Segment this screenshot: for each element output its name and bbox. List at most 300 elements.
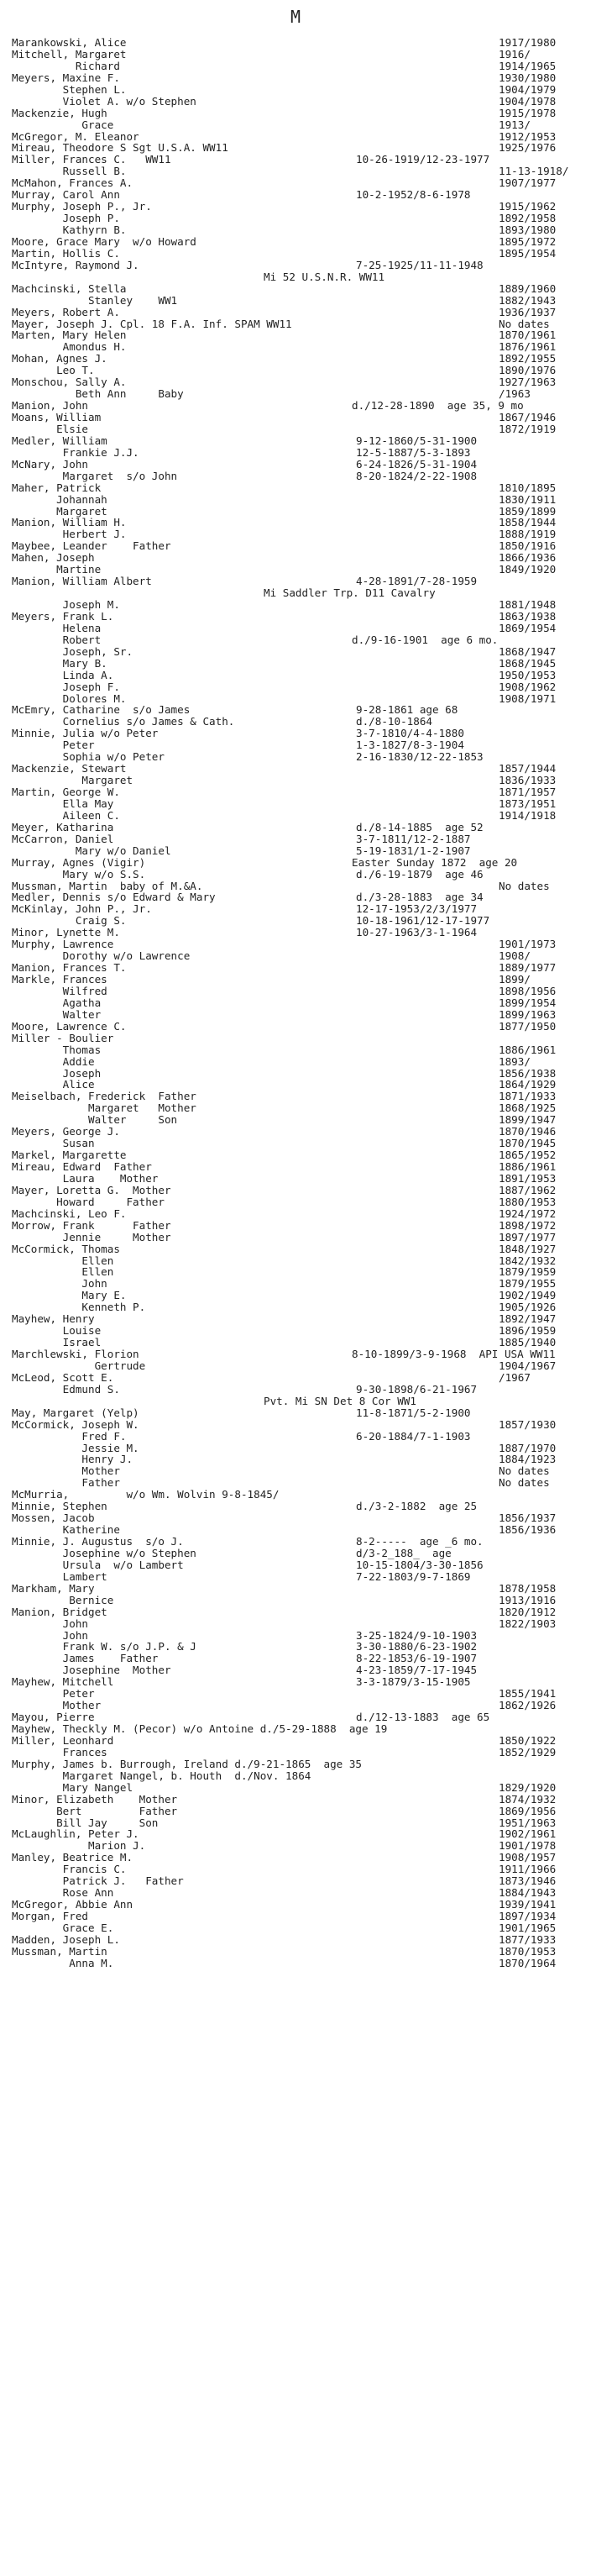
record-dates: 1882/1943	[499, 293, 557, 307]
record-dates: 1880/1953	[499, 1195, 557, 1208]
record-row	[12, 1852, 583, 1864]
record-dates: d./12-28-1890 age 35, 9 mo	[352, 399, 524, 413]
record-name: Mary E.	[12, 1289, 127, 1302]
record-row	[12, 295, 583, 307]
record-dates: 8-2----- age _6 mo.	[356, 1535, 484, 1548]
record-dates: 1879/1955	[499, 1277, 557, 1291]
record-row	[12, 1477, 583, 1489]
record-row	[12, 1255, 583, 1267]
record-name: James Father	[12, 1652, 159, 1665]
record-row	[12, 670, 583, 681]
record-name: Mohan, Agnes J.	[12, 352, 107, 365]
record-row	[12, 201, 583, 213]
record-row	[12, 658, 583, 670]
record-dates: 4-23-1859/7-17-1945	[356, 1664, 478, 1677]
record-name: Russell B.	[12, 165, 127, 178]
record-dates: 1888/1919	[499, 528, 557, 541]
record-row	[12, 1723, 583, 1735]
record-dates: 1939/1941	[499, 1898, 557, 1911]
record-row	[12, 96, 583, 108]
record-row	[12, 693, 583, 705]
record-name: Medler, Dennis s/o Edward & Mary	[12, 891, 216, 904]
record-name: Maher, Patrick	[12, 481, 102, 494]
record-name: McLaughlin, Peter J.	[12, 1827, 139, 1841]
record-dates: 1902/1949	[499, 1289, 557, 1302]
record-dates: 10-18-1961/12-17-1977	[356, 914, 490, 928]
record-row	[12, 224, 583, 236]
record-row	[12, 1149, 583, 1161]
record-row	[12, 1185, 583, 1196]
record-row	[12, 798, 583, 810]
record-name: Kenneth P.	[12, 1301, 146, 1314]
record-name: Elsie	[12, 422, 88, 435]
record-dates: 7-22-1803/9-7-1869	[356, 1569, 471, 1583]
record-dates: 1870/1946	[499, 1125, 557, 1138]
record-dates: d./8-10-1864	[356, 715, 432, 728]
record-dates: 1899/1947	[499, 1113, 557, 1127]
record-name: Joseph F.	[12, 680, 120, 693]
record-name: Markel, Margarette	[12, 1149, 127, 1162]
record-name: Mireau, Edward Father	[12, 1160, 152, 1173]
record-name: Moore, Lawrence C.	[12, 1019, 127, 1033]
record-row	[12, 329, 583, 341]
record-dates: 1899/	[499, 973, 531, 986]
record-name: Leo T.	[12, 364, 95, 377]
record-row	[12, 1021, 583, 1033]
record-name: Walter	[12, 1007, 102, 1021]
record-name: Frank W. s/o J.P. & J	[12, 1640, 196, 1653]
record-name: Joseph P.	[12, 212, 120, 225]
record-dates: d./9-16-1901 age 6 mo.	[352, 633, 499, 646]
record-name: Bill Jay Son	[12, 1816, 159, 1829]
record-row	[12, 681, 583, 693]
record-dates: 1871/1933	[499, 1090, 557, 1103]
record-row	[12, 822, 583, 833]
record-dates: 1859/1899	[499, 504, 557, 518]
record-dates: 1895/1954	[499, 246, 557, 260]
record-row	[12, 482, 583, 494]
record-name: Josephine Mother	[12, 1664, 171, 1677]
record-name: McLeod, Scott E.	[12, 1370, 114, 1384]
record-row	[12, 1875, 583, 1887]
record-row	[12, 974, 583, 986]
record-name: Marten, Mary Helen	[12, 329, 127, 342]
record-row	[12, 1735, 583, 1747]
record-name: Stanley WW1	[12, 293, 178, 307]
record-dates: 1901/1973	[499, 938, 557, 951]
record-row	[12, 1782, 583, 1794]
record-dates: No dates	[499, 317, 550, 330]
record-dates: /1963	[499, 387, 531, 401]
record-row	[12, 1559, 583, 1571]
record-dates: 1884/1923	[499, 1453, 557, 1466]
record-dates: 1901/1978	[499, 1839, 557, 1853]
record-dates: 1856/1936	[499, 1523, 557, 1537]
record-dates: 1908/1962	[499, 680, 557, 693]
record-row	[12, 154, 583, 166]
record-dates: 1810/1895	[499, 481, 557, 494]
record-row	[12, 1840, 583, 1852]
record-row	[12, 412, 583, 423]
record-name: Machcinski, Leo F.	[12, 1207, 127, 1220]
record-name: Fred F.	[12, 1429, 127, 1443]
record-name: Moans, William	[12, 411, 102, 423]
record-name: Mussman, Martin	[12, 1944, 107, 1958]
record-dates: 1829/1920	[499, 1780, 557, 1794]
record-row	[12, 540, 583, 552]
record-row	[12, 1958, 583, 1969]
record-row	[12, 1828, 583, 1840]
record-dates: 1892/1955	[499, 352, 557, 365]
record-dates: d./8-14-1885 age 52	[356, 820, 484, 833]
record-name: Ella May	[12, 796, 114, 810]
record-row	[12, 1770, 583, 1782]
record-dates: 11-8-1871/5-2-1900	[356, 1406, 471, 1419]
record-row	[12, 775, 583, 786]
record-name: McCormick, Joseph W.	[12, 1417, 139, 1431]
record-row	[12, 1325, 583, 1337]
record-row	[12, 903, 583, 915]
record-dates: 2-16-1830/12-22-1853	[356, 750, 484, 764]
record-dates: 1881/1948	[499, 598, 557, 611]
record-name: Mary B.	[12, 656, 107, 670]
record-row	[12, 881, 583, 892]
record-name: Violet A. w/o Stephen	[12, 94, 196, 108]
record-row	[12, 1911, 583, 1922]
record-row	[12, 611, 583, 623]
record-row	[12, 1056, 583, 1068]
record-name: Ursula w/o Lambert	[12, 1558, 184, 1571]
record-row	[12, 962, 583, 974]
record-name: Manion, Frances T.	[12, 961, 127, 975]
record-name: Margaret s/o John	[12, 469, 178, 482]
record-dates: 1836/1933	[499, 774, 557, 787]
record-row	[12, 131, 583, 143]
record-dates: 1891/1953	[499, 1171, 557, 1185]
record-dates: 8-20-1824/2-22-1908	[356, 469, 478, 482]
record-dates: No dates	[499, 1476, 550, 1490]
record-name: Morgan, Fred	[12, 1910, 88, 1922]
record-dates: 1897/1977	[499, 1230, 557, 1243]
record-name: Mother	[12, 1699, 102, 1712]
record-dates: 1870/1945	[499, 1137, 557, 1150]
record-name: Jennie Mother	[12, 1230, 171, 1243]
record-name: Miller - Boulier	[12, 1031, 114, 1044]
record-dates: 1879/1959	[499, 1265, 557, 1279]
record-dates: 1822/1903	[499, 1617, 557, 1630]
record-row	[12, 318, 583, 330]
record-dates: 1889/1960	[499, 281, 557, 295]
record-name: Mackenzie, Hugh	[12, 106, 107, 119]
record-row	[12, 1747, 583, 1759]
record-name: Joseph	[12, 1066, 102, 1080]
record-name: Frankie J.J.	[12, 445, 139, 459]
record-row	[12, 1489, 583, 1501]
record-row	[12, 1243, 583, 1255]
record-row	[12, 1443, 583, 1454]
record-name: Addie	[12, 1054, 95, 1068]
record-row	[12, 1138, 583, 1149]
record-row	[12, 938, 583, 950]
record-dates: 1865/1952	[499, 1149, 557, 1162]
record-name: Susan	[12, 1137, 95, 1150]
record-name: Minor, Elizabeth Mother	[12, 1792, 178, 1806]
record-name: Meyers, Robert A.	[12, 305, 120, 318]
record-name: Walter Son	[12, 1113, 178, 1127]
record-name: Margaret	[12, 774, 133, 787]
record-row	[12, 119, 583, 131]
record-row	[12, 1688, 583, 1700]
record-dates: 3-25-1824/9-10-1903	[356, 1628, 478, 1642]
record-row	[12, 1337, 583, 1348]
record-name: Mayhew, Mitchell	[12, 1675, 114, 1689]
record-dates: 1870/1964	[499, 1956, 557, 1969]
record-row	[12, 1794, 583, 1806]
record-dates: 1-3-1827/8-3-1904	[356, 739, 464, 752]
record-name: Mother	[12, 1464, 120, 1478]
record-dates: 9-30-1898/6-21-1967	[356, 1382, 478, 1396]
record-name: Bernice	[12, 1593, 114, 1606]
record-dates: 1895/1972	[499, 234, 557, 248]
record-row	[12, 587, 583, 599]
record-row	[12, 494, 583, 506]
record-name: Manley, Beatrice M.	[12, 1851, 133, 1864]
record-row	[12, 634, 583, 646]
record-row	[12, 810, 583, 822]
record-name: Johannah	[12, 492, 107, 506]
record-name: Robert	[12, 633, 102, 646]
record-dates: 1911/1966	[499, 1863, 557, 1876]
record-row	[12, 1009, 583, 1021]
record-name: Mary Nangel	[12, 1780, 133, 1794]
record-dates: 1915/1962	[499, 200, 557, 213]
record-dates: 1901/1965	[499, 1921, 557, 1934]
record-row	[12, 1595, 583, 1606]
record-name: Louise	[12, 1324, 102, 1338]
record-row	[12, 1630, 583, 1642]
record-row	[12, 459, 583, 471]
record-row	[12, 1664, 583, 1676]
record-dates: 1830/1911	[499, 492, 557, 506]
record-row	[12, 1384, 583, 1396]
record-row	[12, 1864, 583, 1875]
record-dates: 1855/1941	[499, 1687, 557, 1701]
record-name: Joseph, Sr.	[12, 644, 133, 658]
record-row	[12, 1641, 583, 1653]
record-row	[12, 623, 583, 634]
record-name: McCormick, Thomas	[12, 1242, 120, 1255]
record-row	[12, 1079, 583, 1091]
record-dates: 3-3-1879/3-15-1905	[356, 1675, 471, 1689]
record-row	[12, 1313, 583, 1325]
record-name: Peter	[12, 1687, 95, 1701]
record-dates: 1857/1944	[499, 762, 557, 775]
record-dates: 1896/1959	[499, 1324, 557, 1338]
record-row	[12, 857, 583, 869]
record-row	[12, 1899, 583, 1911]
record-row	[12, 891, 583, 903]
record-dates: 1871/1957	[499, 786, 557, 798]
record-name: McKinlay, John P., Jr.	[12, 902, 152, 916]
record-row	[12, 950, 583, 962]
record-row	[12, 341, 583, 353]
record-name: Dolores M.	[12, 691, 127, 705]
record-dates: 1870/1953	[499, 1944, 557, 1958]
record-dates: 4-28-1891/7-28-1959	[356, 575, 478, 588]
record-name: Mayer, Joseph J. Cpl. 18 F.A. Inf. SPAM WW11	[12, 317, 292, 330]
record-row	[12, 1278, 583, 1290]
record-name: Jessie M.	[12, 1441, 139, 1454]
record-name: Marankowski, Alice	[12, 36, 127, 49]
record-dates: 1898/1972	[499, 1218, 557, 1232]
record-dates: 1899/1954	[499, 996, 557, 1009]
record-name: Mayou, Pierre	[12, 1711, 95, 1724]
record-name: Monschou, Sally A.	[12, 376, 127, 389]
record-dates: 1916/	[499, 47, 531, 60]
record-row	[12, 1524, 583, 1536]
record-name: Mary w/o Daniel	[12, 844, 171, 857]
record-row	[12, 1301, 583, 1313]
record-row	[12, 1068, 583, 1080]
record-name: Mussman, Martin baby of M.&A.	[12, 879, 203, 892]
record-name: Patrick J. Father	[12, 1874, 184, 1888]
record-name: Machcinski, Stella	[12, 281, 127, 295]
record-name: Manion, Bridget	[12, 1605, 107, 1618]
record-row	[12, 388, 583, 400]
record-dates: 12-17-1953/2/3/1977	[356, 902, 478, 916]
record-row	[12, 1934, 583, 1946]
record-name: Margaret	[12, 504, 107, 518]
record-dates: 1872/1919	[499, 422, 557, 435]
record-dates: 12-5-1887/5-3-1893	[356, 445, 471, 459]
record-name: Wilfred	[12, 984, 107, 997]
record-row	[12, 1091, 583, 1102]
record-dates: 1930/1980	[499, 71, 557, 84]
section-letter-heading: M	[290, 7, 301, 27]
record-name: Marion J.	[12, 1839, 146, 1853]
record-note: Pvt. Mi SN Det 8 Cor WW1	[264, 1394, 416, 1407]
record-name: Meyers, Frank L.	[12, 609, 114, 623]
record-name: Moore, Grace Mary w/o Howard	[12, 234, 196, 248]
record-row	[12, 260, 583, 271]
record-row	[12, 1536, 583, 1548]
record-row	[12, 365, 583, 376]
record-name: Meyers, George J.	[12, 1125, 120, 1138]
record-dates: 1889/1977	[499, 961, 557, 975]
record-row	[12, 1454, 583, 1465]
record-dates: 1893/1980	[499, 223, 557, 236]
record-dates: 1869/1954	[499, 621, 557, 634]
record-name: Henry J.	[12, 1453, 133, 1466]
record-name: McCarron, Daniel	[12, 832, 114, 845]
record-name: Manion, John	[12, 399, 88, 413]
record-dates: 1913/	[499, 118, 531, 131]
record-row	[12, 84, 583, 96]
record-row	[12, 1548, 583, 1559]
record-row	[12, 447, 583, 459]
record-dates: 1892/1958	[499, 212, 557, 225]
record-name: Mahen, Joseph	[12, 551, 95, 565]
record-row	[12, 517, 583, 528]
record-dates: d./3-28-1883 age 34	[356, 891, 484, 904]
record-row	[12, 1922, 583, 1934]
record-name: Mireau, Theodore S Sgt U.S.A. WW11	[12, 141, 228, 155]
record-row	[12, 1360, 583, 1372]
record-dates: 10-2-1952/8-6-1978	[356, 188, 471, 202]
record-row	[12, 213, 583, 224]
record-name: Ellen	[12, 1265, 114, 1279]
record-name: Murphy, Lawrence	[12, 938, 114, 951]
record-name: John	[12, 1277, 107, 1291]
record-row	[12, 528, 583, 540]
record-dates: 1912/1953	[499, 129, 557, 143]
record-row	[12, 716, 583, 728]
record-name: Mitchell, Margaret	[12, 47, 127, 60]
record-row	[12, 1512, 583, 1524]
record-row	[12, 72, 583, 84]
record-dates: 1899/1963	[499, 1007, 557, 1021]
record-dates: 1858/1944	[499, 516, 557, 529]
record-dates: 1886/1961	[499, 1160, 557, 1173]
record-dates: Easter Sunday 1872 age 20	[352, 855, 518, 869]
record-row	[12, 166, 583, 177]
record-row	[12, 1946, 583, 1958]
record-dates: 9-12-1860/5-31-1900	[356, 434, 478, 447]
record-row	[12, 1161, 583, 1173]
record-row	[12, 142, 583, 154]
record-row	[12, 728, 583, 739]
record-dates: d./6-19-1879 age 46	[356, 867, 484, 881]
record-name: Mayer, Loretta G. Mother	[12, 1183, 171, 1196]
record-name: Marchlewski, Florion	[12, 1348, 139, 1360]
record-row	[12, 1606, 583, 1618]
record-name: Katherine	[12, 1523, 120, 1537]
record-row	[12, 1033, 583, 1044]
record-row	[12, 1419, 583, 1431]
record-row	[12, 751, 583, 763]
record-dates: 1936/1937	[499, 305, 557, 318]
record-dates: d/3-2_188_ age	[356, 1546, 452, 1559]
record-row	[12, 1618, 583, 1630]
record-name: Minor, Lynette M.	[12, 926, 120, 939]
record-row	[12, 353, 583, 365]
record-name: Minnie, Julia w/o Peter	[12, 727, 159, 740]
record-dates: d./12-13-1883 age 65	[356, 1711, 490, 1724]
record-name: McGregor, M. Eleanor	[12, 129, 139, 143]
record-dates: 1850/1922	[499, 1733, 557, 1747]
record-dates: 3-30-1880/6-23-1902	[356, 1640, 478, 1653]
record-dates: /1967	[499, 1370, 531, 1384]
record-row	[12, 376, 583, 388]
record-name: Agatha	[12, 996, 102, 1009]
record-dates: 1869/1956	[499, 1804, 557, 1817]
record-dates: 1820/1912	[499, 1605, 557, 1618]
record-row	[12, 1700, 583, 1711]
record-dates: 1849/1920	[499, 563, 557, 576]
record-dates: 1884/1943	[499, 1886, 557, 1900]
record-dates: 1890/1976	[499, 364, 557, 377]
record-name: Joseph M.	[12, 598, 120, 611]
record-dates: 1887/1962	[499, 1183, 557, 1196]
record-dates: 1856/1937	[499, 1511, 557, 1525]
record-row	[12, 423, 583, 435]
record-dates: 1868/1947	[499, 644, 557, 658]
record-name: Mayhew, Henry	[12, 1312, 95, 1326]
record-name: Mayhew, Theckly M. (Pecor) w/o Antoine d./5-29-1888 age 19	[12, 1722, 388, 1735]
record-row	[12, 236, 583, 248]
record-name: Margaret Mother	[12, 1101, 196, 1115]
record-name: Medler, William	[12, 434, 107, 447]
